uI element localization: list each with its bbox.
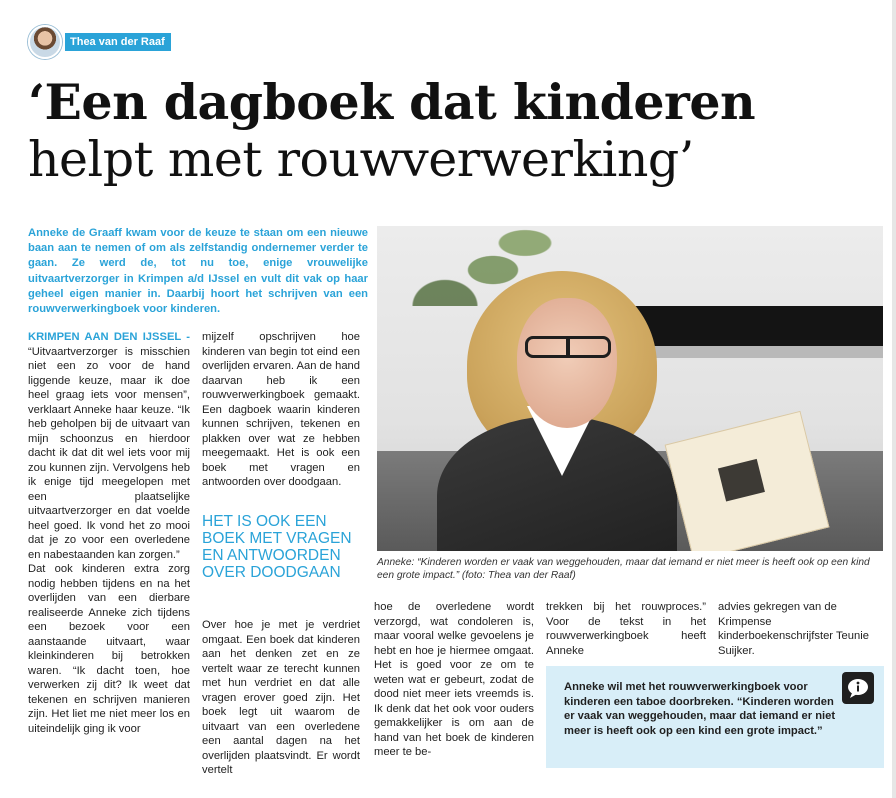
body-paragraph: hoe de overledene wordt verzorgd, wat condoleren is, maar vooral welke gevoelens je hebt en hoe je hiermee omgaat. Het is goed voor ze om te weten wat er gebeurt, zodat de dood niet meer iets vreemds is. Ik denk dat het ook voor ouders gemakkelijker is om aan de hand van het boek de kinderen meer te be- — [374, 601, 534, 758]
body-paragraph: Over hoe je met je verdriet omgaat. Een boek dat kinderen aan het denken zet en ze vertelt waar ze terecht kunnen met hun verdriet en dat alle vragen erover goed zijn. Het boek legt uit waarom de uitvaart van een overledene een aantal dagen na het overlijden plaatsvindt. Er wordt vertelt — [202, 619, 360, 776]
body-paragraph: advies gekregen van de Krimpense kinderboekenschrijfster Teunie Suijker. — [718, 601, 869, 657]
headline-line-1: ‘Een dagboek dat kinderen — [28, 73, 756, 131]
body-column-2-top — [202, 330, 360, 490]
article-photo — [377, 226, 883, 551]
headline-line-2: helpt met rouwverwerking’ — [28, 131, 694, 188]
author-byline — [28, 24, 171, 60]
photo-person-face — [517, 298, 617, 428]
info-box — [546, 666, 884, 768]
body-column-1 — [28, 330, 190, 736]
photo-glasses — [525, 336, 611, 358]
body-column-5 — [718, 600, 886, 658]
body-column-4 — [546, 600, 706, 658]
pull-quote: HET IS OOK EEN BOEK MET VRAGEN EN ANTWOORDEN OVER DOODGAAN — [202, 513, 352, 581]
body-paragraph: trekken bij het rouwproces.” Voor de tekst in het rouwverwerkingboek heeft Anneke — [546, 601, 706, 657]
page-edge — [892, 0, 896, 798]
photo-book — [665, 411, 830, 551]
body-text: “Uitvaartverzorger is misschien niet een zo voor de hand liggende keuze, maar ik doe heel graag iets voor mensen”, verklaart Anneke haar keuze. “Ik heb geholpen bij de uitvaart van mijn schoonzus en hierdoor dacht ik dat dit wel iets voor mij zou kunnen zijn. Vervolgens heb ik enige tijd meegelopen met een plaatselijke uitvaartverzorger en dat voelde heel goed. Ik vond het zo mooi dat je zo voor een overledene en nabestaanden kan zorgen.” — [28, 345, 190, 561]
info-speech-glyph — [846, 677, 870, 699]
body-column-2-bottom — [202, 618, 360, 778]
author-avatar — [28, 25, 62, 59]
photo-book-picture — [718, 459, 765, 502]
dateline: KRIMPEN AAN DEN IJSSEL - — [28, 331, 190, 343]
body-paragraph: mijzelf opschrijven hoe kinderen van begin tot eind een overlijden ervaren. Aan de hand daarvan heb ik een rouwverwerkingboek gemaakt. Een dagboek waarin kinderen kunnen schrijven, tekenen en plakken over wat ze hebben meegemaakt. Het is ook een boek met vragen en antwoorden over doodgaan. — [202, 331, 360, 488]
body-column-3 — [374, 600, 534, 760]
info-box-text: Anneke wil met het rouwverwerkingboek voor kinderen een taboe doorbreken. “Kinderen worden er vaak van weggehouden, maar dat iemand er niet meer is heeft ook op een kind een grote impact.” — [564, 681, 836, 737]
photo-caption: Anneke: “Kinderen worden er vaak van weggehouden, maar dat iemand er niet meer is heeft ook op een kind een grote impact.” (foto: Thea van der Raaf) — [377, 557, 870, 581]
body-paragraph: Dat ook kinderen extra zorg nodig hebben tijdens en na het overlijden van een dierbare realiseerde Anneke zich tijdens een bezoek voor een aanstaande uitvaart, waar kleinkinderen bij betrokken waren. “Ik dacht toen, hoe verwerken zij dit? Ik weet dat tekenen en schrijven manieren zijn. Het liet me niet meer los en uiteindelijk ging ik voor — [28, 563, 190, 735]
article-lead: Anneke de Graaff kwam voor de keuze te staan om een nieuwe baan aan te nemen of om als zelfstandig ondernemer verder te gaan. Ze werd de, tot nu toe, enige vrouwelijke uitvaartverzorger in Krimpen a/d IJssel en vult dit vak op haar geheel eigen manier in. Daarbij hoort het schrijven van een rouwverwerkingboek voor kinderen. — [28, 227, 368, 316]
author-name: Thea van der Raaf — [65, 33, 171, 51]
body-paragraph — [28, 330, 190, 562]
article-headline — [28, 74, 878, 190]
info-speech-icon — [842, 672, 874, 704]
